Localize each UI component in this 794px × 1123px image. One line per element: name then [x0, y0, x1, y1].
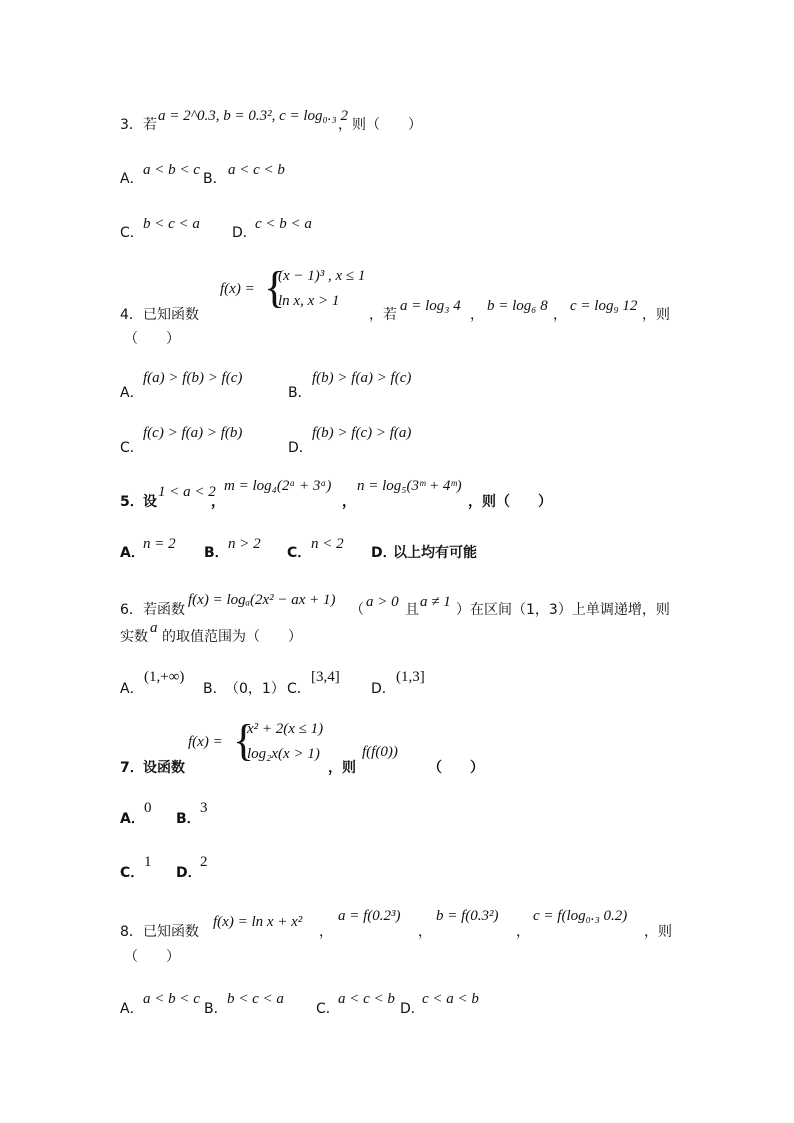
question-number: 4． [120, 307, 143, 323]
question-text: 设 [143, 494, 157, 510]
option-value: 3 [200, 800, 208, 816]
function-case-2: log₂x(x > 1) [247, 746, 320, 762]
answer-parens: （ ） [428, 760, 484, 776]
option-label: D． [371, 545, 397, 561]
function-lhs: f(x) = [188, 734, 223, 750]
option-value: （0，1） [225, 681, 285, 697]
math-expression: f(f(0)) [362, 744, 398, 760]
math-expression: b = f(0.3²) [436, 908, 499, 924]
math-expression: a = log₃ 4 [400, 298, 461, 314]
option-label: C． [287, 545, 312, 561]
separator: ， [319, 924, 333, 940]
option-value: (1,3] [396, 669, 425, 685]
separator: ， [553, 307, 567, 323]
answer-parens: （ ） [124, 331, 180, 347]
question-number: 5． [120, 494, 144, 510]
option-value: a < b < c [143, 162, 200, 178]
question-number: 8． [120, 924, 143, 940]
option-value: a < b < c [143, 991, 200, 1007]
math-expression: b = log₆ 8 [487, 298, 548, 314]
option-label: D． [288, 440, 313, 456]
option-value: 2 [200, 854, 208, 870]
option-value: a < c < b [338, 991, 395, 1007]
option-label: C． [120, 440, 144, 456]
option-value: (1,+∞) [144, 669, 185, 685]
function-case-1: (x − 1)³ , x ≤ 1 [278, 268, 366, 284]
option-value: n = 2 [143, 536, 176, 552]
question-text: 已知函数 [143, 924, 199, 940]
question-text: ）在区间（1，3）上单调递增，则 [456, 602, 670, 618]
question-text: ，则 [328, 760, 356, 776]
question-text: 的取值范围为（ ） [162, 629, 302, 645]
math-expression: m = log₄(2ᵃ + 3ᵃ) [224, 478, 332, 494]
option-label: B． [204, 545, 229, 561]
question-text: 若 [143, 117, 157, 133]
separator: ， [470, 307, 484, 323]
question-text: ，则（ ） [338, 117, 422, 133]
question-text: 实数 [120, 629, 148, 645]
option-label: C． [316, 1001, 340, 1017]
option-value: f(a) > f(b) > f(c) [143, 370, 243, 386]
math-expression: a = 2^0.3, b = 0.3², c = log₀.₃ 2 [158, 108, 348, 124]
option-value: a < c < b [228, 162, 285, 178]
separator: ， [342, 494, 356, 510]
option-label: D． [400, 1001, 425, 1017]
question-text: ，则 [644, 924, 672, 940]
option-value: 1 [144, 854, 152, 870]
option-label: D． [371, 681, 396, 697]
question-text: ，则 [642, 307, 670, 323]
math-expression: n = log₅(3ᵐ + 4ᵐ) [357, 478, 462, 494]
option-label: B． [203, 171, 227, 187]
math-expression: c = log₉ 12 [570, 298, 638, 314]
option-value: c < b < a [255, 216, 312, 232]
option-label: B． [176, 811, 201, 827]
option-label: A． [120, 385, 144, 401]
option-value: f(b) > f(c) > f(a) [312, 425, 412, 441]
option-label: A． [120, 545, 145, 561]
option-value: b < c < a [143, 216, 200, 232]
option-label: C． [120, 865, 145, 881]
option-label: C． [287, 681, 311, 697]
question-number: 7． [120, 760, 144, 776]
option-label: A． [120, 171, 144, 187]
function-case-1: x² + 2(x ≤ 1) [247, 721, 324, 737]
option-value: f(b) > f(a) > f(c) [312, 370, 412, 386]
option-value: 以上均有可能 [393, 545, 477, 561]
math-expression: a > 0 [366, 594, 399, 610]
math-expression: f(x) = logₐ(2x² − ax + 1) [188, 592, 336, 608]
separator: ， [211, 494, 225, 510]
option-value: n < 2 [311, 536, 344, 552]
option-value: f(c) > f(a) > f(b) [143, 425, 243, 441]
option-label: A． [120, 1001, 144, 1017]
math-expression: a ≠ 1 [420, 594, 451, 610]
function-lhs: f(x) = [220, 281, 255, 297]
brace-symbol: { [233, 716, 255, 765]
option-value: [3,4] [311, 669, 340, 685]
math-expression: a = f(0.2³) [338, 908, 401, 924]
option-label: B． [203, 681, 227, 697]
option-label: C． [120, 225, 144, 241]
option-label: D． [176, 865, 202, 881]
math-expression: f(x) = ln x + x² [213, 914, 303, 930]
answer-parens: （ ） [124, 949, 180, 965]
math-variable: a [150, 620, 158, 636]
question-text: （ [350, 602, 364, 618]
question-text: 且 [405, 602, 419, 618]
question-text: ，则（ ） [468, 494, 552, 510]
option-label: A． [120, 811, 145, 827]
question-number: 3． [120, 117, 143, 133]
option-value: c < a < b [422, 991, 479, 1007]
question-number: 6． [120, 602, 143, 618]
question-text: ，若 [369, 307, 397, 323]
option-value: 0 [144, 800, 152, 816]
separator: ， [418, 924, 432, 940]
math-expression: c = f(log₀.₃ 0.2) [533, 908, 628, 924]
question-text: 若函数 [143, 602, 185, 618]
option-label: B． [204, 1001, 228, 1017]
option-label: D． [232, 225, 257, 241]
option-value: b < c < a [227, 991, 284, 1007]
separator: ， [516, 924, 530, 940]
option-label: B． [288, 385, 312, 401]
math-expression: 1 < a < 2 [158, 484, 216, 500]
question-text: 设函数 [143, 760, 185, 776]
brace-symbol: { [264, 263, 286, 312]
function-case-2: ln x, x > 1 [278, 293, 340, 309]
question-text: 已知函数 [143, 307, 199, 323]
option-value: n > 2 [228, 536, 261, 552]
option-label: A． [120, 681, 144, 697]
